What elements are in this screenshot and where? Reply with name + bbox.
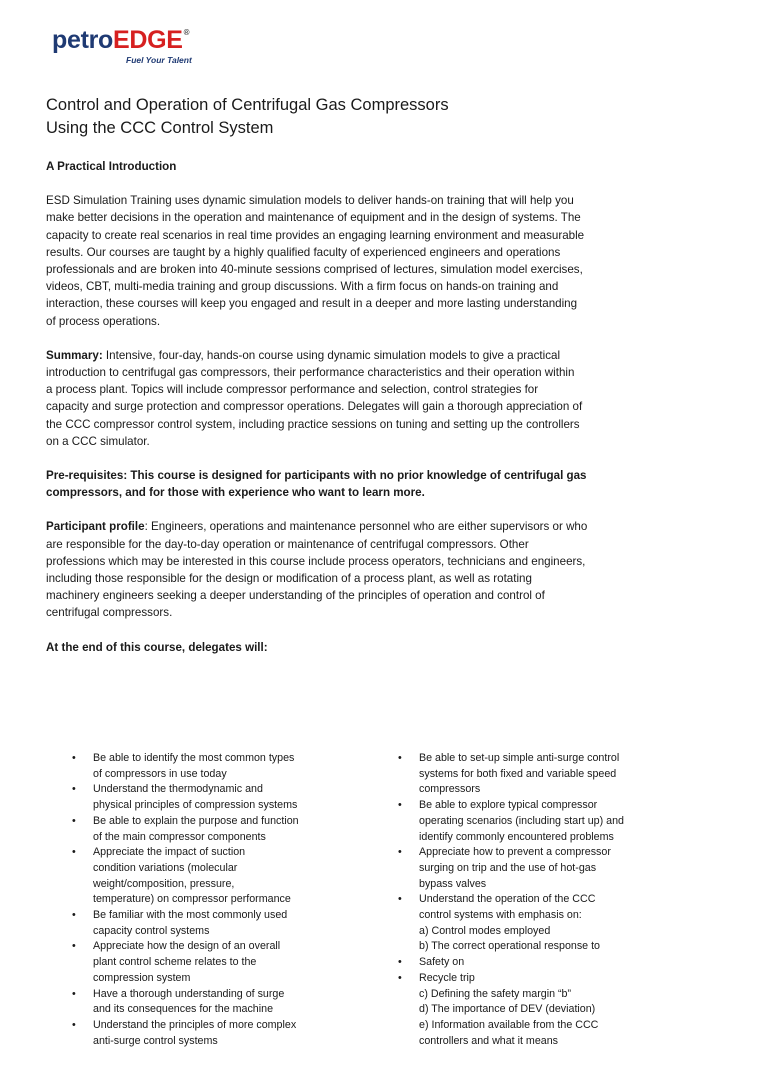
list-item-text	[419, 892, 650, 955]
list-item-line: Be able to identify the most common types	[93, 752, 295, 764]
profile-line: machinery engineers seeking a deeper understanding of the principles of operation and control of	[46, 589, 545, 603]
profile-line: including those responsible for the design or modification of a process plant, as well as rotating	[46, 572, 532, 586]
bullet-icon: •	[398, 799, 402, 812]
document-title: Control and Operation of Centrifugal Gas Compressors Using the CCC Control System	[46, 96, 449, 137]
list-item-text	[93, 939, 334, 986]
list-item-text	[93, 751, 334, 782]
intro-line: of process operations.	[46, 314, 161, 328]
summary-line: a process plant. Topics will include compressor performance and selection, control strategies for	[46, 383, 539, 397]
intro-paragraph	[46, 192, 658, 330]
list-item-line: of the main compressor components	[93, 830, 266, 843]
summary-paragraph	[46, 347, 658, 450]
summary-line: introduction to centrifugal gas compressors, their performance characteristics and their operation within	[46, 366, 575, 380]
list-item-line: compression system	[93, 971, 191, 984]
list-item-line: Appreciate how the design of an overall	[93, 940, 281, 953]
list-item	[64, 908, 334, 939]
logo-tagline: Fuel Your Talent	[126, 55, 192, 65]
list-item-line: Safety on	[419, 956, 465, 969]
list-item-line: e) Information available from the CCC	[419, 1018, 599, 1031]
list-item	[64, 782, 334, 813]
list-item-line: Appreciate the impact of suction	[93, 846, 246, 859]
list-item-line: Understand the operation of the CCC	[419, 893, 596, 906]
outcomes-heading: At the end of this course, delegates will:	[46, 640, 268, 654]
list-item-line: identify commonly encountered problems	[419, 830, 614, 843]
list-item-line: Have a thorough understanding of surge	[93, 987, 285, 1000]
list-item	[390, 845, 650, 892]
list-item-text	[419, 971, 650, 1050]
list-item-line: controllers and what it means	[419, 1034, 559, 1047]
list-item-line: anti-surge control systems	[93, 1034, 218, 1047]
list-item-line: weight/composition, pressure,	[93, 877, 235, 890]
summary-line: on a CCC simulator.	[46, 434, 150, 448]
list-item-text	[93, 782, 334, 813]
bullet-icon: •	[72, 987, 76, 1000]
list-item-text	[93, 814, 334, 845]
list-item-line: condition variations (molecular	[93, 861, 238, 874]
list-item-line: Be able to explain the purpose and function	[93, 814, 299, 827]
list-item-line: surging on trip and the use of hot-gas	[419, 861, 597, 874]
list-item-text	[419, 798, 650, 845]
profile-line: centrifugal compressors.	[46, 606, 173, 620]
list-item-line: of compressors in use today	[93, 767, 227, 780]
list-item	[390, 892, 650, 955]
bullet-icon: •	[72, 783, 76, 796]
participant-profile-paragraph	[46, 518, 658, 621]
profile-line: : Engineers, operations and maintenance personnel who are either supervisors or who	[144, 520, 588, 534]
list-item	[390, 798, 650, 845]
profile-line: are responsible for the day-to-day operation or maintenance of centrifugal compressors. Other	[46, 537, 529, 551]
bullet-icon: •	[398, 893, 402, 906]
intro-line: results. Our courses are taught by a highly qualified faculty of experienced engineers and operations	[46, 245, 561, 259]
bullet-icon: •	[398, 846, 402, 859]
list-item-line: operating scenarios (including start up) and	[419, 814, 624, 827]
list-item	[390, 971, 650, 1050]
outcomes-right-column	[390, 751, 650, 1049]
list-item-text	[419, 845, 650, 892]
bullet-icon: •	[398, 971, 402, 984]
intro-line: ESD Simulation Training uses dynamic simulation models to deliver hands-on training that will help you	[46, 194, 574, 208]
list-item-line: and its consequences for the machine	[93, 1003, 274, 1016]
list-item	[64, 939, 334, 986]
list-item-line: Be familiar with the most commonly used	[93, 909, 288, 922]
list-item	[64, 1018, 334, 1049]
list-item-text	[93, 845, 334, 908]
logo-wordmark: petroEDGE®	[52, 26, 190, 54]
list-item	[64, 845, 334, 908]
bullet-icon: •	[398, 752, 402, 764]
list-item-line: bypass valves	[419, 877, 487, 890]
list-item-line: temperature) on compressor performance	[93, 893, 291, 906]
list-item-line: capacity control systems	[93, 924, 210, 937]
list-item-line: Be able to set-up simple anti-surge control	[419, 752, 620, 764]
list-item-text	[93, 908, 334, 939]
intro-line: capacity to create real scenarios in real time provides an engaging learning environment and measurable	[46, 228, 585, 242]
list-item-line: c) Defining the safety margin “b”	[419, 987, 572, 1000]
outcomes-left-column	[64, 751, 334, 1049]
intro-line: make better decisions in the operation and maintenance of equipment and in the design of systems. The	[46, 211, 581, 225]
list-item-line: Understand the thermodynamic and	[93, 783, 263, 796]
profile-line: professions which may be interested in this course include process operators, technicians and engineers,	[46, 554, 586, 568]
list-item-line: d) The importance of DEV (deviation)	[419, 1003, 596, 1016]
bullet-icon: •	[72, 940, 76, 953]
list-item	[64, 751, 334, 782]
list-item-line: Appreciate how to prevent a compressor	[419, 846, 611, 859]
list-item	[390, 955, 650, 971]
list-item-line: a) Control modes employed	[419, 924, 551, 937]
list-item-line: b) The correct operational response to	[419, 940, 600, 953]
list-item-text	[419, 955, 650, 971]
intro-line: interaction, these courses will keep you engaged and result in a deeper and more lasting understanding	[46, 297, 578, 311]
bullet-icon: •	[72, 814, 76, 827]
prerequisites-line: Pre-requisites: This course is designed for participants with no prior knowledge of centrifugal gas	[46, 469, 587, 483]
prerequisites-line: compressors, and for those with experience who want to learn more.	[46, 486, 425, 500]
document-subtitle: A Practical Introduction	[46, 160, 177, 173]
bullet-icon: •	[72, 1018, 76, 1031]
list-item-line: systems for both fixed and variable speed	[419, 767, 617, 780]
bullet-icon: •	[398, 956, 402, 969]
summary-line: Intensive, four-day, hands-on course using dynamic simulation models to give a practical	[102, 348, 561, 362]
list-item	[64, 814, 334, 845]
list-item-line: Recycle trip	[419, 971, 475, 984]
petroedge-logo	[52, 28, 192, 65]
intro-line: professionals and are broken into 40-minute sessions comprised of lectures, simulation model exercises,	[46, 263, 583, 277]
profile-label: Participant profile	[46, 520, 145, 534]
list-item-text	[419, 751, 650, 798]
list-item-line: Be able to explore typical compressor	[419, 799, 598, 812]
summary-line: capacity and surge protection and compressor operations. Delegates will gain a thorough appreciation of	[46, 400, 583, 414]
summary-label: Summary:	[46, 348, 103, 362]
summary-line: the CCC compressor control system, including practice sessions on tuning and setting up the controllers	[46, 417, 580, 431]
list-item-line: compressors	[419, 783, 481, 796]
list-item-line: plant control scheme relates to the	[93, 956, 257, 969]
bullet-icon: •	[72, 909, 76, 922]
bullet-icon: •	[72, 752, 76, 764]
bullet-icon: •	[72, 846, 76, 859]
list-item-line: physical principles of compression systems	[93, 799, 298, 812]
list-item	[64, 987, 334, 1018]
list-item-text	[93, 987, 334, 1018]
document-body	[46, 94, 658, 1047]
list-item	[390, 751, 650, 798]
list-item-line: control systems with emphasis on:	[419, 909, 582, 922]
prerequisites-paragraph	[46, 467, 658, 501]
list-item-text	[93, 1018, 334, 1049]
intro-line: videos, CBT, multi-media training and group discussions. With a firm focus on hands-on training and	[46, 280, 559, 294]
list-item-line: Understand the principles of more complex	[93, 1018, 297, 1031]
